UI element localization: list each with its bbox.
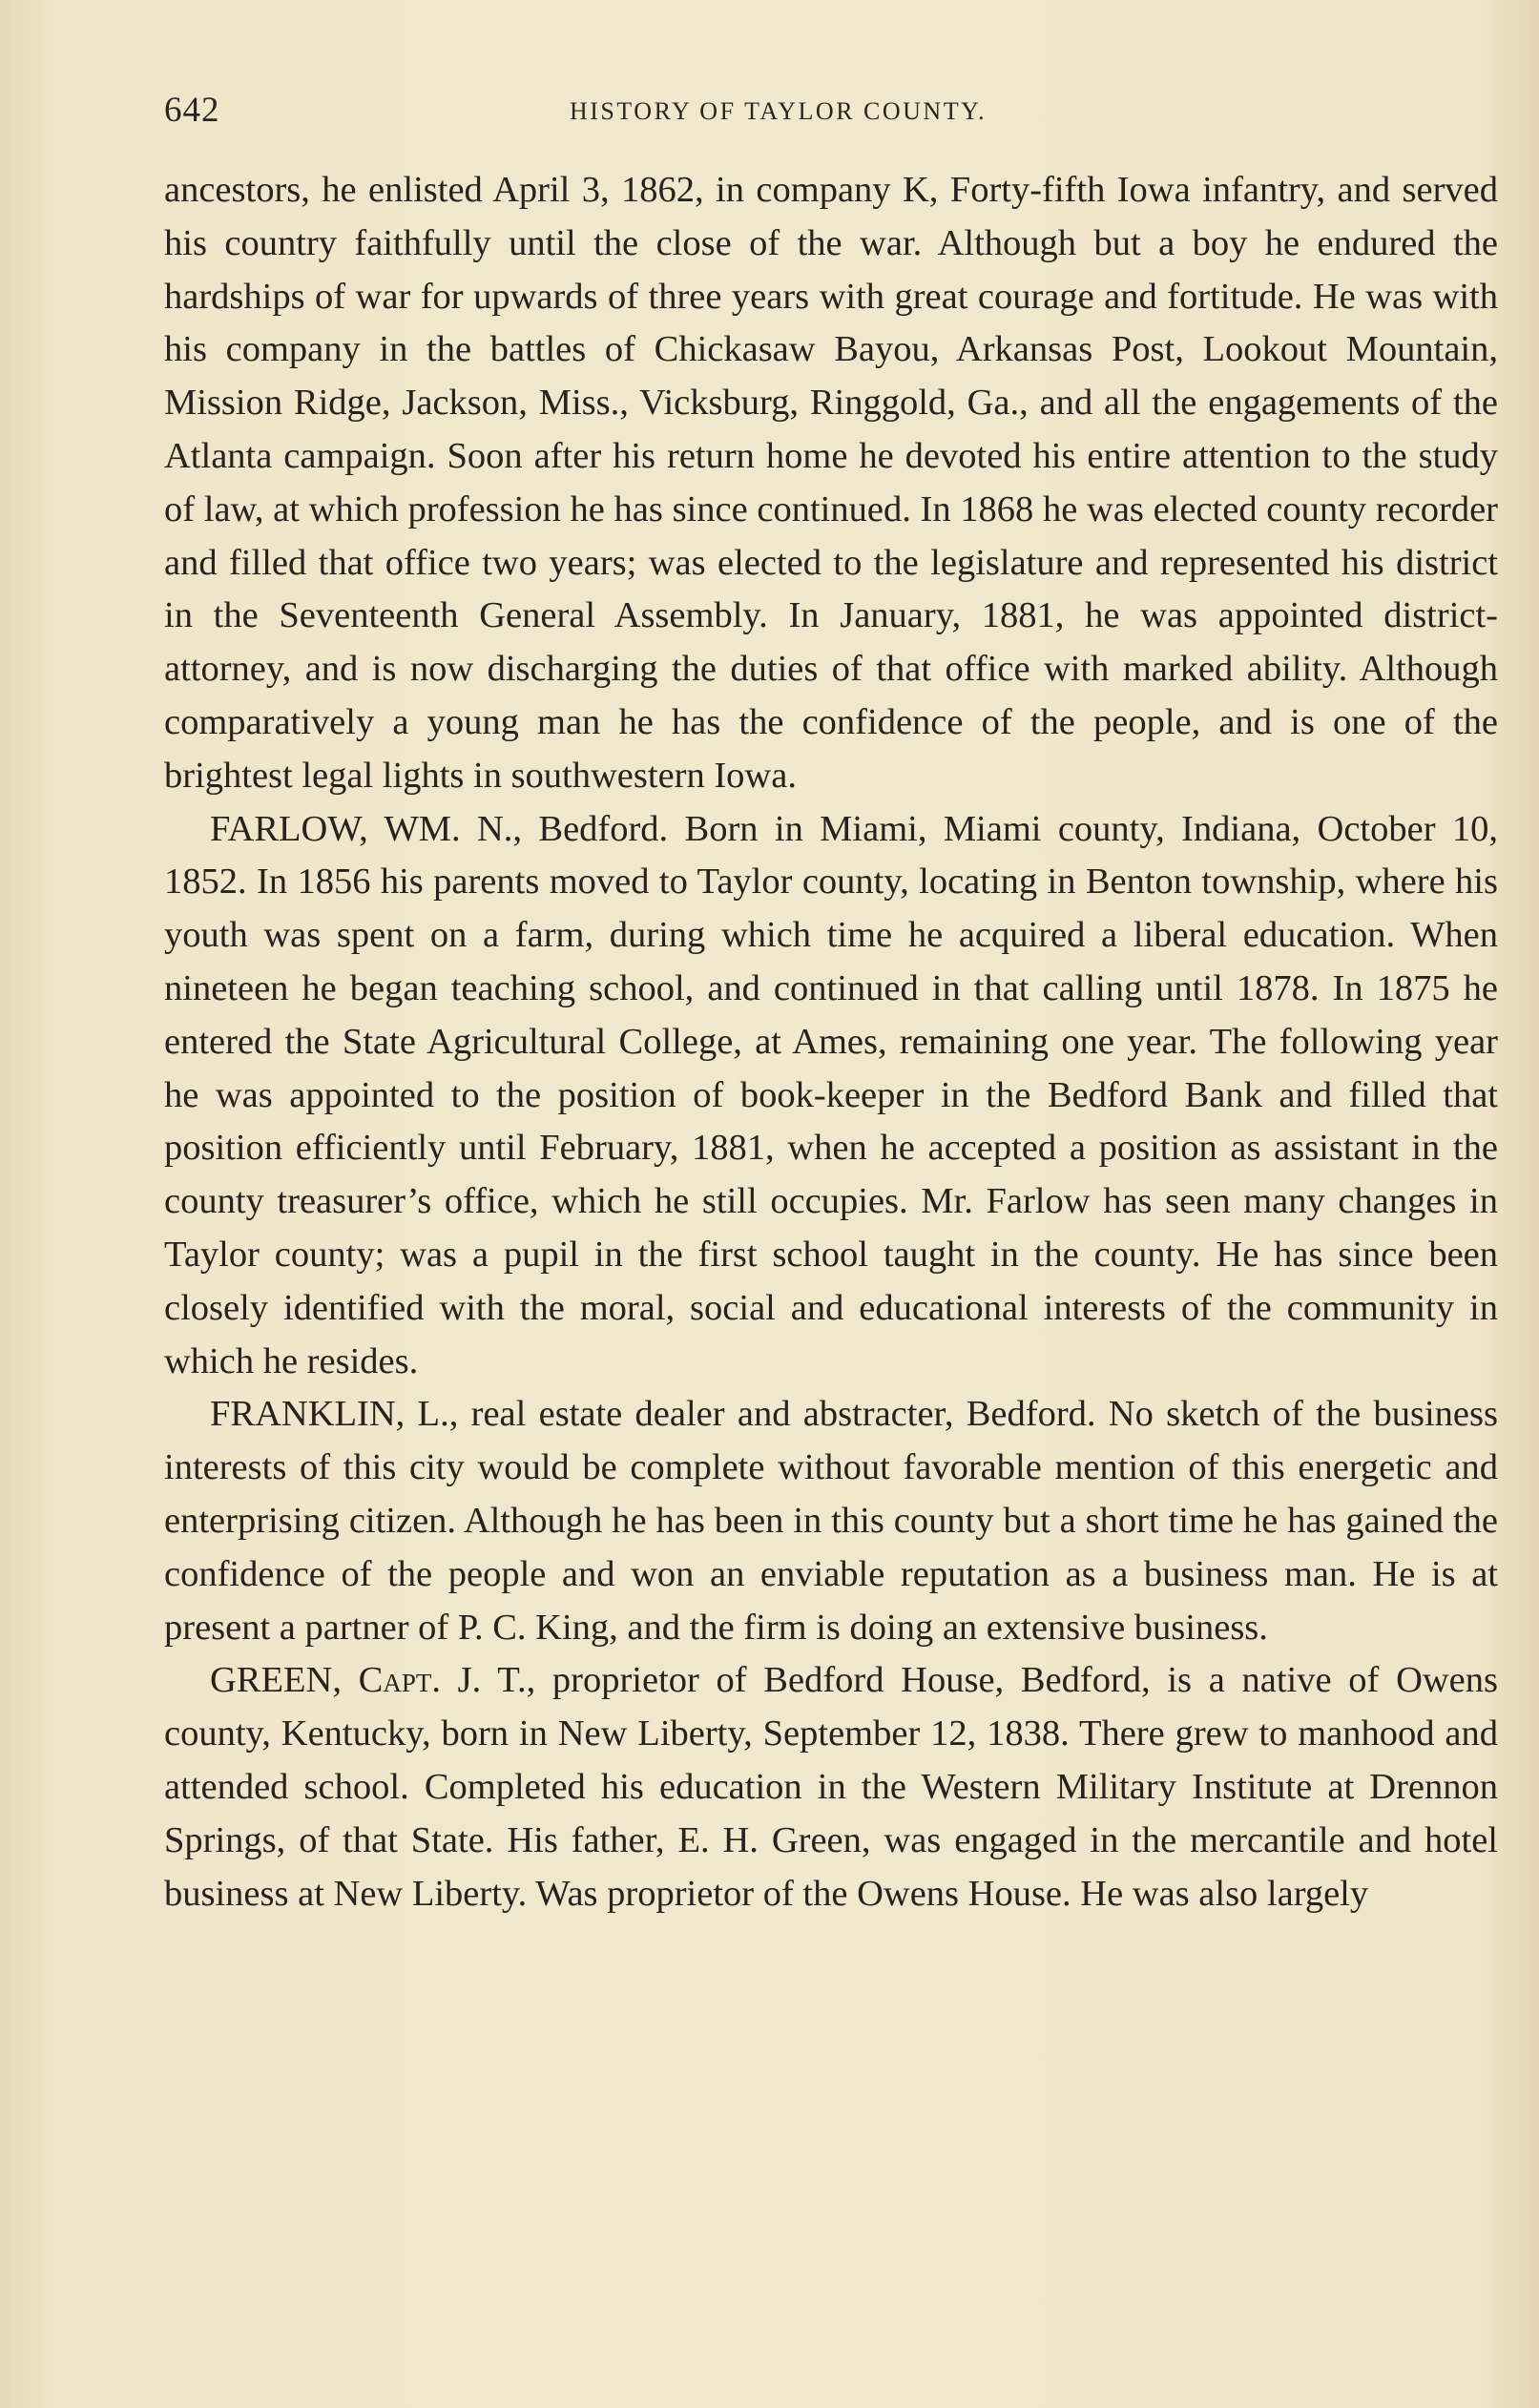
- paragraph-text: real estate dealer and abstracter, Bedford. No sketch of the business interests of this city would be complete without favorable mention of this energetic and enterprising citizen. Although he has been in this county but a short time he has gained the confidence of the people and won an enviable reputation as a business man. He is at present a partner of P. C. King, and the firm is doing an extensive business.: [164, 1394, 1498, 1648]
- paragraph-text: Bedford. Born in Miami, Miami county, Indiana, October 10, 1852. In 1856 his parents moved to Taylor county, locating in Benton township, where his youth was spent on a farm, during which time he acquired a liberal education. When nineteen he began teaching school, and continued in that calling until 1878. In 1875 he entered the State Agricultural College, at Ames, remaining one year. The following year he was appointed to the position of book-keeper in the Bedford Bank and filled that position efficiently until February, 1881, when he accepted a position as assistant in the county treasurer’s office, which he still occupies. Mr. Farlow has seen many changes in Taylor county; was a pupil in the first school taught in the county. He has since been closely identified with the moral, social and educational interests of the community in which he resides.: [164, 808, 1498, 1381]
- paragraph-green: [164, 1654, 1498, 1920]
- entry-name: GREEN,: [210, 1660, 342, 1701]
- paragraph-text: J. T., proprietor of Bedford House, Bedford, is a native of Owens county, Kentucky, born in New Liberty, September 12, 1838. There grew to manhood and attended school. Completed his education in the Western Military Institute at Drennon Springs, of that State. His father, E. H. Green, was engaged in the mercantile and hotel business at New Liberty. Was proprietor of the Owens House. He was also largely: [164, 1660, 1498, 1914]
- entry-name: FARLOW, WM. N.,: [210, 808, 523, 849]
- page-number: 642: [164, 91, 220, 130]
- paragraph-farlow: [164, 803, 1498, 1389]
- page-header: [164, 84, 1500, 141]
- paragraph-franklin: [164, 1388, 1498, 1654]
- entry-title: Capt.: [358, 1660, 441, 1701]
- body-text: [164, 164, 1498, 1920]
- paragraph-continuation: [164, 164, 1498, 803]
- running-head: HISTORY OF TAYLOR COUNTY.: [570, 97, 988, 125]
- paragraph-text: ancestors, he enlisted April 3, 1862, in company K, Forty-fifth Iowa infantry, and served his country faithfully until the close of the war. Although but a boy he endured the hardships of war for upwards of three years with great courage and fortitude. He was with his company in the battles of Chickasaw Bayou, Arkansas Post, Lookout Mountain, Mission Ridge, Jackson, Miss., Vicksburg, Ringgold, Ga., and all the engagements of the Atlanta campaign. Soon after his return home he devoted his entire attention to the study of law, at which profession he has since continued. In 1868 he was elected county recorder and filled that office two years; was elected to the legislature and represented his district in the Seventeenth General Assembly. In January, 1881, he was appointed district-attorney, and is now discharging the duties of that office with marked ability. Although comparatively a young man he has the confidence of the people, and is one of the brightest legal lights in southwestern Iowa.: [164, 170, 1498, 796]
- entry-name: FRANKLIN, L.,: [210, 1394, 459, 1435]
